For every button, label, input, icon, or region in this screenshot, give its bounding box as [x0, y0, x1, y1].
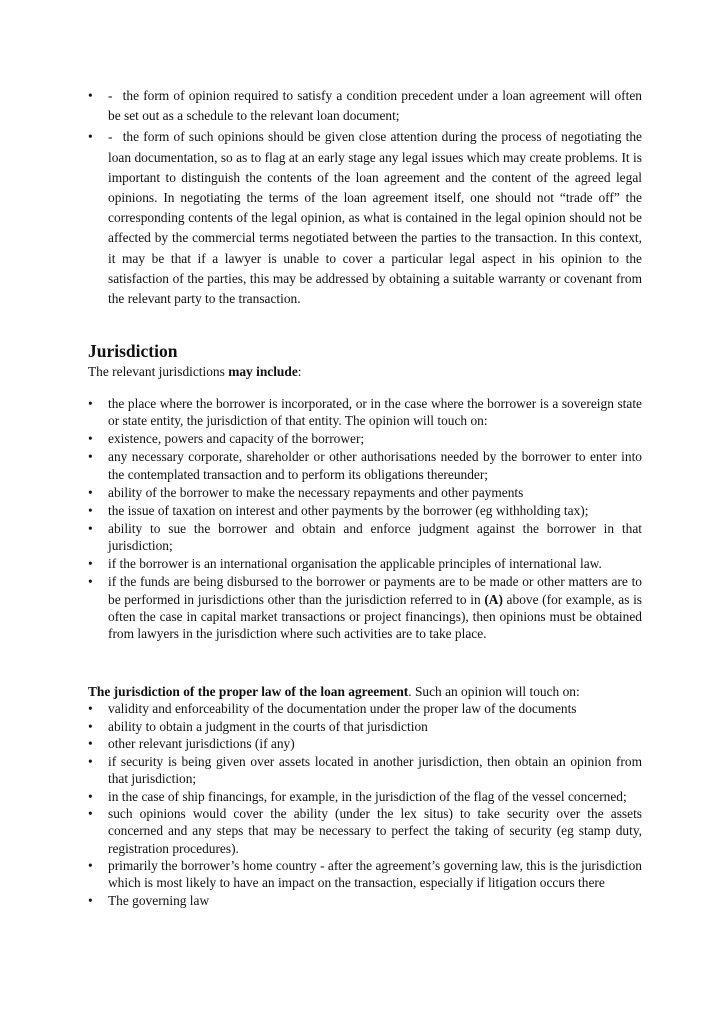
bullet: • — [88, 556, 93, 572]
list-item-text: primarily the borrower’s home country - after the agreement’s governing law, this is the jurisdiction which is most likely to have an impact on the transaction, especially if litigation occurs there — [108, 858, 642, 891]
list-item — [88, 788, 642, 805]
reference-a: (A) — [484, 591, 503, 607]
bullet: • — [88, 806, 93, 822]
bullet: • — [88, 736, 93, 752]
list-item — [88, 484, 642, 501]
list-item-text: the place where the borrower is incorporated, or in the case where the borrower is a sovereign state or state entity, the jurisdiction of that entity. The opinion will touch on: — [108, 396, 642, 429]
list-item — [88, 718, 642, 735]
bullet: • — [88, 858, 93, 874]
list-item-text: if security is being given over assets located in another jurisdiction, then obtain an opinion from that jurisdiction; — [108, 753, 642, 786]
list-item — [88, 448, 642, 483]
bullet: • — [88, 431, 93, 447]
proper-law-heading: The jurisdiction of the proper law of the loan agreement — [88, 684, 409, 699]
proper-law-list — [88, 700, 642, 910]
list-item-text: above (for example, as is often the case in capital market transactions or project financings), then opinions must be obtained from lawyers in the jurisdiction where such activities are to take place. — [108, 591, 642, 642]
bullet: • — [88, 718, 93, 734]
list-item — [88, 520, 642, 555]
list-item-text: the issue of taxation on interest and other payments by the borrower (eg withholding tax); — [108, 502, 589, 518]
list-item-text: other relevant jurisdictions (if any) — [108, 736, 295, 752]
proper-law-intro — [88, 683, 648, 700]
list-item-text: ability to obtain a judgment in the courts of that jurisdiction — [108, 718, 428, 734]
list-item — [88, 805, 642, 857]
bullet: • — [88, 788, 93, 804]
list-item — [88, 127, 642, 309]
dash: - — [108, 88, 113, 103]
bullet: • — [88, 520, 93, 536]
bullet: • — [88, 88, 93, 103]
intro-text: The relevant jurisdictions — [88, 364, 229, 379]
list-item — [88, 555, 642, 572]
list-item — [88, 502, 642, 519]
list-item — [88, 735, 642, 752]
list-item — [88, 753, 642, 787]
list-item — [88, 395, 642, 430]
proper-law-intro-text: . Such an opinion will touch on: — [408, 684, 580, 699]
list-item-text: validity and enforceability of the documentation under the proper law of the documents — [108, 701, 577, 716]
list-item-text: any necessary corporate, shareholder or other authorisations needed by the borrower to enter into the contemplated transaction and to perform its obligations thereunder; — [108, 449, 642, 482]
list-item-text: existence, powers and capacity of the borrower; — [108, 431, 365, 447]
jurisdiction-list — [88, 395, 642, 643]
list-item — [88, 573, 642, 643]
list-item-text: in the case of ship financings, for example, in the jurisdiction of the flag of the vessel concerned; — [108, 788, 627, 804]
list-item — [88, 892, 642, 909]
list-item — [88, 430, 642, 447]
list-item-text: The governing law — [108, 892, 210, 908]
bullet: • — [88, 701, 93, 716]
list-item — [88, 857, 642, 891]
list-item-text: ability of the borrower to make the necessary repayments and other payments — [108, 484, 524, 500]
bullet: • — [88, 502, 93, 518]
bullet: • — [88, 396, 93, 411]
list-item-text: if the funds are being disbursed to the borrower or payments are to be made or other matters are to be performed in jurisdictions other than the jurisdiction referred to in — [108, 574, 642, 607]
list-item — [88, 86, 642, 126]
bullet: • — [88, 484, 93, 500]
list-item-text: the form of opinion required to satisfy a condition precedent under a loan agreement will often be set out as a schedule to the relevant loan document; — [108, 88, 642, 124]
bullet: • — [88, 574, 93, 590]
intro-bold-text: may include — [228, 364, 298, 379]
bullet: • — [88, 892, 93, 908]
bullet: • — [88, 129, 93, 145]
bullet: • — [88, 753, 93, 769]
bullet: • — [88, 449, 93, 465]
intro-suffix: : — [297, 364, 302, 379]
top-bullet-list — [88, 86, 642, 310]
list-item-text: ability to sue the borrower and obtain and enforce judgment against the borrower in that jurisdiction; — [108, 520, 642, 554]
section-heading-jurisdiction: Jurisdiction — [88, 341, 178, 361]
list-item-text: the form of such opinions should be given close attention during the process of negotiating the loan documentation, so as to flag at an early stage any legal issues which may create problems. It is important to distinguish the contents of the loan agreement and the content of the agreed legal opinions. In negotiating the terms of the loan agreement itself, one should not “trade off” the corresponding contents of the legal opinion, as what is contained in the legal opinion should not be affected by the commercial terms negotiated between the parties to the transaction. In this context, it may be that if a lawyer is unable to cover a particular legal aspect in his opinion to the satisfaction of the parties, this may be addressed by obtaining a suitable warranty or covenant from the relevant party to the transaction. — [108, 129, 642, 307]
list-item — [88, 700, 642, 717]
dash: - — [108, 129, 113, 145]
jurisdiction-intro — [88, 363, 302, 380]
list-item-text: if the borrower is an international organisation the applicable principles of international law. — [108, 556, 602, 572]
list-item-text: such opinions would cover the ability (under the lex situs) to take security over the assets concerned and any steps that may be necessary to perfect the taking of security (eg stamp duty, registration procedures). — [108, 806, 642, 856]
